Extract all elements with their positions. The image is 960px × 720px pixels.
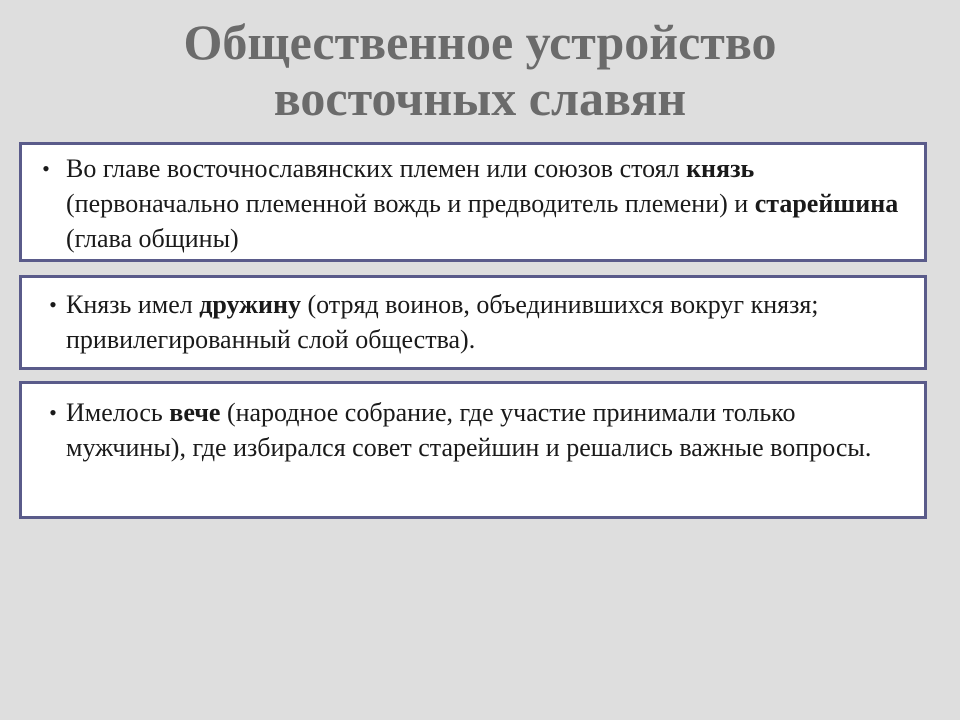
bullet-text <box>66 287 914 357</box>
point-box-veche <box>19 381 927 519</box>
bullet-dot-icon: • <box>49 292 57 317</box>
bullet-item <box>40 287 914 357</box>
bullet-dot-icon: • <box>42 156 50 181</box>
point-box-prince-elder <box>19 142 927 262</box>
slide-title <box>0 14 960 126</box>
bold-term-prince: князь <box>686 154 755 183</box>
text-segment: Во главе восточнославянских племен или союзов стоял <box>66 154 687 183</box>
slide-title-line-1: Общественное устройство <box>183 14 777 70</box>
point-box-druzhina <box>19 275 927 370</box>
bullet-item <box>40 395 914 465</box>
bullet-text <box>66 151 914 256</box>
bullet-text <box>66 395 914 465</box>
bold-term-druzhina: дружину <box>199 290 301 319</box>
bullet-item <box>26 151 914 256</box>
slide-title-line-2: восточных славян <box>273 70 687 126</box>
bold-term-veche: вече <box>169 398 221 427</box>
text-segment: Князь имел <box>66 290 200 319</box>
text-segment: Имелось <box>66 398 170 427</box>
text-segment: (народное собрание, где участие принимали только мужчины), где избирался совет старейшин и решались важные вопросы. <box>66 398 872 462</box>
bullet-dot-icon: • <box>49 400 57 425</box>
text-segment: (глава общины) <box>66 224 239 253</box>
text-segment: (отряд воинов, объединившихся вокруг князя; привилегированный слой общества). <box>66 290 819 354</box>
text-segment: (первоначально племенной вождь и предводитель племени) и <box>66 189 755 218</box>
bold-term-elder: старейшина <box>754 189 899 218</box>
